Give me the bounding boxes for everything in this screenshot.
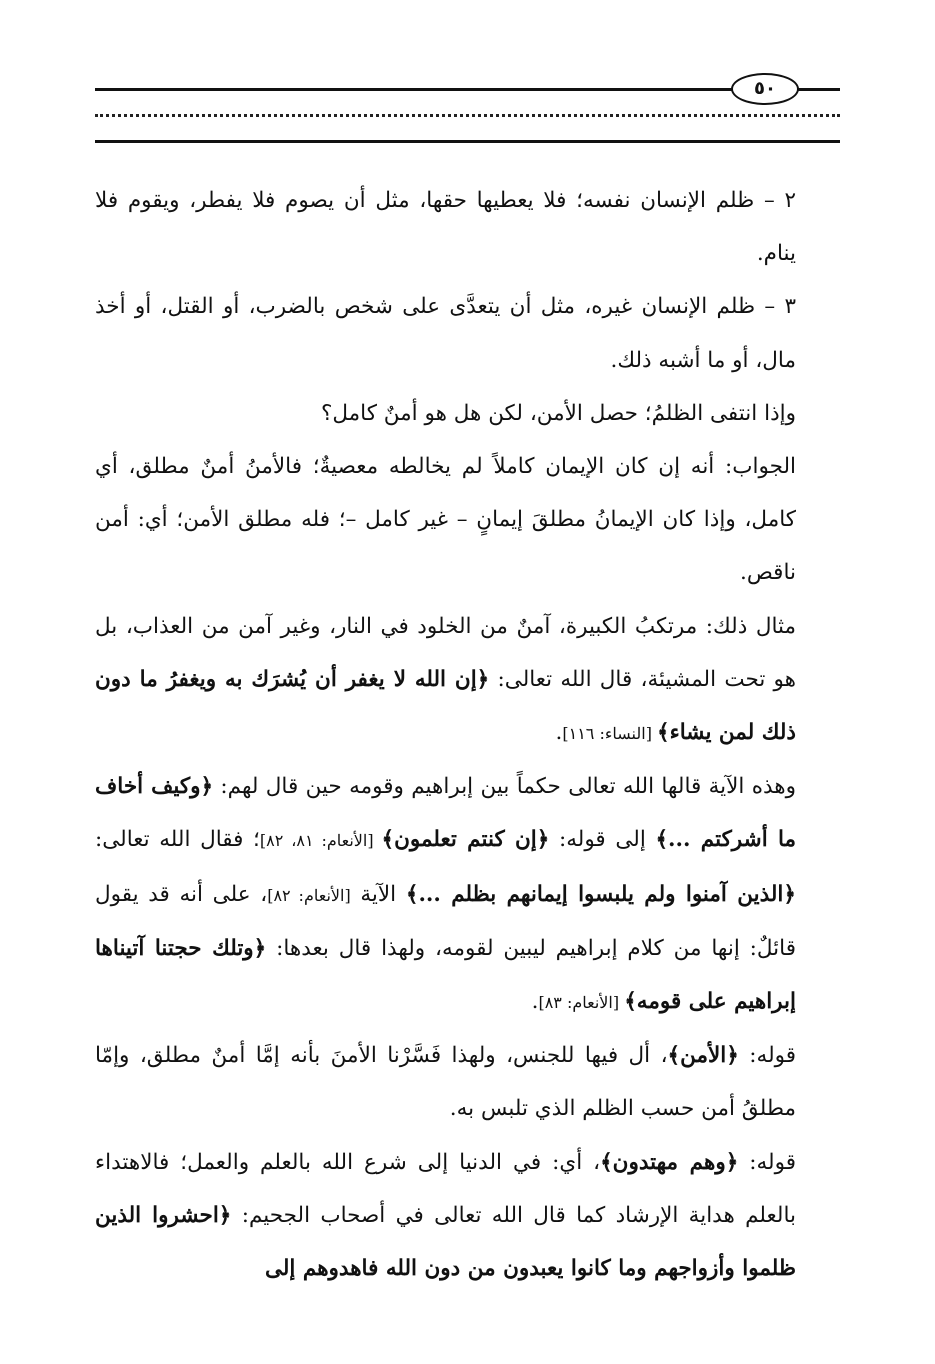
paragraph-1: ٢ – ظلم الإنسان نفسه؛ فلا يعطيها حقها، مثل أن يصوم فلا يفطر، ويقوم فلا ينام. [95,188,796,267]
paragraph-2: ٣ – ظلم الإنسان غيره، مثل أن يتعدَّى على شخص بالضرب، أو القتل، أو أخذ مال، أو ما أشبه ذلك. [95,294,796,373]
text-run: الآية [350,881,406,907]
verse-reference: [الأنعام: ٨١، ٨٢] [259,831,382,851]
text-run: ، أي: في الدنيا إلى شرع الله بالعلم والعمل؛ فالاهتداء بالعلم هداية الإرشاد كما قال الله تعالى في أصحاب الجحيم: [95,1149,796,1228]
page-number-badge: ٥٠ [731,73,799,105]
quran-quote: ﴿الذين آمنوا ولم يلبسوا إيمانهم بظلم ...﴾ [405,881,797,907]
verse-reference: [الأنعام: ٨٣] [538,993,625,1013]
quran-quote: ﴿وتلك حجتنا آتيناها إبراهيم على قومه﴾ [95,935,796,1015]
text-run: وهذه الآية قالها الله تعالى حكماً بين إبراهيم وقومه حين قال لهم: [213,774,796,800]
text-run: ، أل فيها للجنس، ولهذا فَسَّرْنا الأمنَ بأنه إمَّا أمنٌ مطلق، وإمّا مطلقُ أمن حسب الظلم الذي تلبس به. [95,1043,796,1122]
quran-quote: ﴿إن الله لا يغفر أن يُشرَك به ويغفرُ ما دون ذلك لمن يشاء﴾ [95,666,796,746]
quran-quote: ﴿إن كنتم تعلمون﴾ [381,827,550,853]
quran-quote: ﴿الأمن﴾ [667,1043,739,1069]
paragraph-3: وإذا انتفى الظلمُ؛ حصل الأمن، لكن هل هو أمنٌ كامل؟ [320,400,796,426]
text-run: قوله: [738,1149,796,1175]
paragraph-7 [95,1029,840,1135]
verse-reference: [النساء: ١١٦] [562,724,658,744]
paragraph-5 [95,600,840,761]
header-rule-top [95,88,840,91]
page-header [0,0,935,160]
header-dotted-rule [95,114,840,117]
quran-quote: ﴿وكيف أخاف ما أشركتم ...﴾ [95,774,797,853]
paragraph-8 [95,1136,840,1296]
text-run: . [531,989,539,1015]
text-run: ؛ فقال الله تعالى: [95,827,260,853]
page-body [95,174,840,1295]
paragraph-6 [95,760,840,1029]
quran-quote: ﴿احشروا الذين ظلموا وأزواجهم وما كانوا يعبدون من دون الله فاهدوهم إلى [95,1202,796,1282]
quran-quote: ﴿وهم مهتدون﴾ [600,1149,739,1175]
text-run: قوله: [738,1043,797,1069]
paragraph-4: الجواب: أنه إن كان الإيمان كاملاً لم يخالطه معصيةٌ؛ فالأمنُ أمنٌ مطلق، أي كامل، وإذا كان الإيمانُ مطلقَ إيمانٍ – غير كامل –؛ فله مطلق الأمن؛ أي: أمن ناقص. [95,454,796,586]
text-run: ، على أنه قد يقول قائلٌ: إنها من كلام إبراهيم ليبين لقومه، ولهذا قال بعدها: [95,881,796,961]
verse-reference: [الأنعام: ٨٢] [267,885,351,905]
text-run: مثال ذلك: مرتكبُ الكبيرة، آمنٌ من الخلود في النار، وغير آمن من العذاب، بل هو تحت المشيئة، قال الله تعالى: [95,613,796,692]
text-run: إلى قوله: [549,827,656,853]
header-rule-bottom [95,140,840,143]
text-run: . [555,720,563,746]
